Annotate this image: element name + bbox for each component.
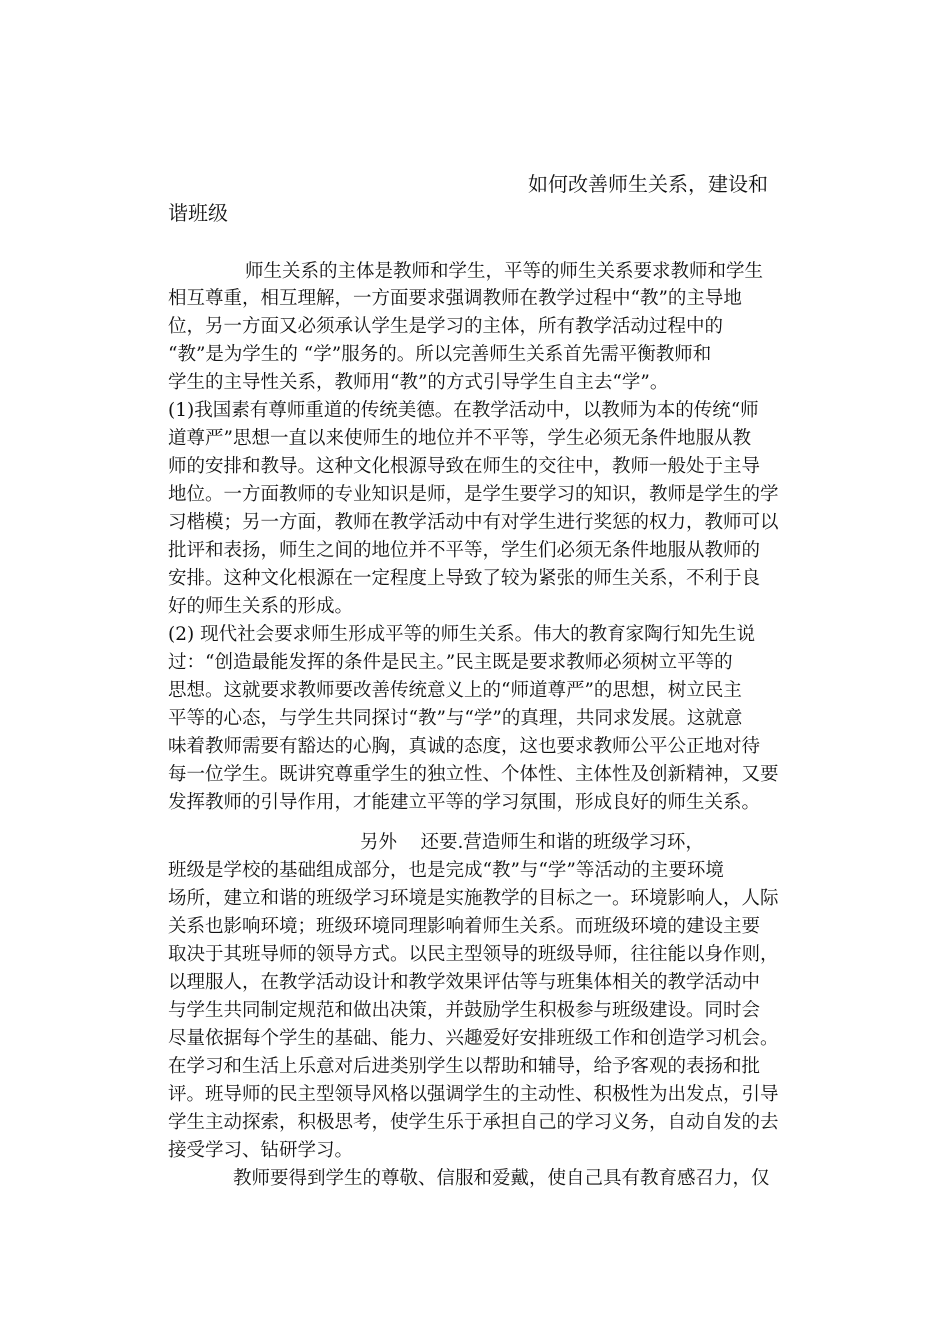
paragraph-line: 班级是学校的基础组成部分，也是完成“教”与“学”等活动的主要环境: [168, 860, 724, 881]
paragraph-line: 与学生共同制定规范和做出决策，并鼓励学生积极参与班级建设。同时会: [168, 1000, 761, 1021]
paragraph-line: 取决于其班导师的领导方式。以民主型领导的班级导师，往往能以身作则，: [168, 944, 779, 965]
paragraph-line: 教师要得到学生的尊敬、信服和爱戴，使自己具有教育感召力，仅: [233, 1168, 770, 1189]
section-heading-line: 另外 还要.营造师生和谐的班级学习环，: [360, 832, 704, 853]
paragraph-line: 接受学习、钻研学习。: [168, 1140, 354, 1161]
paragraph-line: 场所，建立和谐的班级学习环境是实施教学的目标之一。环境影响人，人际: [168, 888, 779, 909]
paragraph-line: (1)我国素有尊师重道的传统美德。在教学活动中，以教师为本的传统“师: [168, 400, 759, 421]
paragraph-line: 发挥教师的引导作用，才能建立平等的学习氛围，形成良好的师生关系。: [168, 792, 761, 813]
paragraph-line: 评。班导师的民主型领导风格以强调学生的主动性、积极性为出发点，引导: [168, 1084, 779, 1105]
paragraph-line: 安排。这种文化根源在一定程度上导致了较为紧张的师生关系，不利于良: [168, 568, 761, 589]
paragraph-line: 位，另一方面又必须承认学生是学习的主体，所有教学活动过程中的: [168, 316, 724, 337]
paragraph-line: “教”是为学生的 “学”服务的。所以完善师生关系首先需平衡教师和: [168, 344, 712, 365]
paragraph-line: 师生关系的主体是教师和学生，平等的师生关系要求教师和学生: [245, 261, 764, 282]
paragraph-line: 道尊严”思想一直以来使师生的地位并不平等，学生必须无条件地服从教: [168, 428, 751, 449]
paragraph-line: 相互尊重，相互理解，一方面要求强调教师在教学过程中“教”的主导地: [168, 288, 742, 309]
paragraph-line: 尽量依据每个学生的基础、能力、兴趣爱好安排班级工作和创造学习机会。: [168, 1028, 779, 1049]
paragraph-line: 平等的心态，与学生共同探讨“教”与“学”的真理，共同求发展。这就意: [168, 708, 743, 729]
paragraph-line: 师的安排和教导。这种文化根源导致在师生的交往中，教师一般处于主导: [168, 456, 761, 477]
paragraph-line: 关系也影响环境；班级环境同理影响着师生关系。而班级环境的建设主要: [168, 916, 761, 937]
paragraph-line: (2) 现代社会要求师生形成平等的师生关系。伟大的教育家陶行知先生说: [168, 624, 756, 645]
document-title-line-2: 谐班级: [168, 201, 228, 225]
paragraph-line: 以理服人，在教学活动设计和教学效果评估等与班集体相关的教学活动中: [168, 972, 761, 993]
document-title-line-1: 如何改善师生关系，建设和: [528, 172, 768, 196]
paragraph-line: 思想。这就要求教师要改善传统意义上的“师道尊严”的思想，树立民主: [168, 680, 742, 701]
paragraph-line: 每一位学生。既讲究尊重学生的独立性、个体性、主体性及创新精神，又要: [168, 764, 779, 785]
paragraph-line: 地位。一方面教师的专业知识是师，是学生要学习的知识，教师是学生的学: [168, 484, 779, 505]
paragraph-line: 学生的主导性关系，教师用“教”的方式引导学生自主去“学”。: [168, 372, 669, 393]
paragraph-line: 在学习和生活上乐意对后进类别学生以帮助和辅导，给予客观的表扬和批: [168, 1056, 761, 1077]
paragraph-line: 味着教师需要有豁达的心胸，真诚的态度，这也要求教师公平公正地对待: [168, 736, 761, 757]
paragraph-line: 过：“创造最能发挥的条件是民主。”民主既是要求教师必须树立平等的: [168, 652, 733, 673]
paragraph-line: 学生主动探索，积极思考，使学生乐于承担自己的学习义务，自动自发的去: [168, 1112, 779, 1133]
paragraph-line: 好的师生关系的形成。: [168, 596, 354, 617]
paragraph-line: 习楷模；另一方面，教师在教学活动中有对学生进行奖惩的权力，教师可以: [168, 512, 779, 533]
paragraph-line: 批评和表扬，师生之间的地位并不平等，学生们必须无条件地服从教师的: [168, 540, 761, 561]
